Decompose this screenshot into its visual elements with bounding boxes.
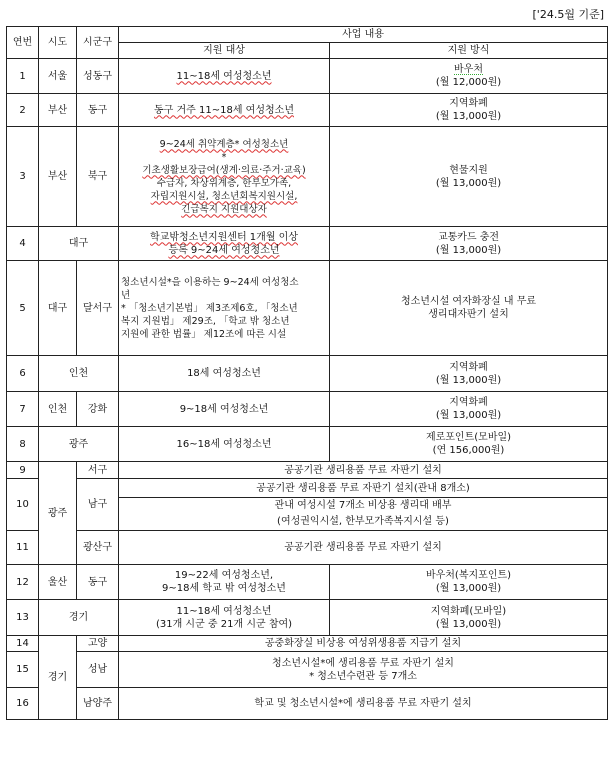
row-target: 11~18세 여성청소년 xyxy=(176,605,272,617)
row-no: 4 xyxy=(7,227,39,261)
row-method-amount: (월 13,000원) xyxy=(435,583,502,594)
table-row xyxy=(7,652,608,688)
row-no: 15 xyxy=(7,652,39,688)
row-city: 인천 xyxy=(39,392,77,427)
row-no: 6 xyxy=(7,356,39,392)
row-target: (31개 시군 중 21개 시군 참여) xyxy=(155,618,293,630)
table-row xyxy=(7,565,608,600)
row-target: 11~18세 여성청소년 xyxy=(176,70,272,82)
row-content: 청소년시설*에 생리용품 무료 자판기 설치 xyxy=(272,657,454,669)
row-content: 공공기관 생리용품 무료 자판기 설치(관내 8개소) xyxy=(119,480,607,498)
row-method: 교통카드 충전 xyxy=(437,231,500,243)
table-row xyxy=(7,479,608,531)
row-target-note-mark: * xyxy=(221,151,227,163)
table-row xyxy=(7,688,608,720)
row-no: 1 xyxy=(7,59,39,94)
row-target: 9~24세 취약계층* 여성청소년 xyxy=(159,138,289,150)
support-table xyxy=(6,26,608,720)
row-target: 학교밖청소년지원센터 1개월 이상 xyxy=(150,231,298,243)
table-row xyxy=(7,427,608,462)
row-district: 서구 xyxy=(77,462,119,479)
row-target-note: 긴급복지 지원대상자 xyxy=(181,203,267,215)
row-method: 생리대자판기 설치 xyxy=(428,309,509,320)
row-no: 2 xyxy=(7,94,39,127)
row-target: 청소년시설*을 이용하는 9~24세 여성청소 xyxy=(121,276,299,288)
table-row xyxy=(7,600,608,636)
row-target-note: 기초생활보장급여(생계·의료·주거·교육) xyxy=(142,164,306,176)
row-city: 부산 xyxy=(39,94,77,127)
as-of-date: ['24.5월 기준] xyxy=(532,8,604,21)
table-row xyxy=(7,59,608,94)
row-target-note: 수급자, 차상위계층, 한부모가족, xyxy=(156,177,292,189)
row-district: 동구 xyxy=(77,94,119,127)
row-method-amount: (월 13,000원) xyxy=(435,244,502,256)
row-no: 9 xyxy=(7,462,39,479)
row-method-amount: (월 13,000원) xyxy=(435,177,502,189)
table-row xyxy=(7,392,608,427)
row-method-amount: (월 13,000원) xyxy=(435,374,502,386)
row-target-note: 자립지원시설, 청소년회복지원시설, xyxy=(150,190,298,202)
row-no: 8 xyxy=(7,427,39,462)
row-city: 서울 xyxy=(39,59,77,94)
row-city: 대구 xyxy=(39,227,119,261)
header-method: 지원 방식 xyxy=(330,43,608,59)
row-district: 달서구 xyxy=(77,261,119,356)
row-city: 광주 xyxy=(39,427,119,462)
header-no: 연번 xyxy=(7,27,39,59)
row-content: 공공기관 생리용품 무료 자판기 설치 xyxy=(119,531,608,565)
table-row xyxy=(7,636,608,652)
row-no: 7 xyxy=(7,392,39,427)
table-row xyxy=(7,127,608,227)
row-no: 12 xyxy=(7,565,39,600)
row-target-note: 지원에 관한 법률」 제12조에 따른 시설 xyxy=(121,328,287,340)
row-method: 지역화폐(모바일) xyxy=(430,605,507,617)
row-no: 11 xyxy=(7,531,39,565)
row-no: 5 xyxy=(7,261,39,356)
table-row xyxy=(7,94,608,127)
row-no: 3 xyxy=(7,127,39,227)
row-target: 9~18세 학교 밖 여성청소년 xyxy=(162,583,286,594)
row-target: 등록 9~24세 여성청소년 xyxy=(168,244,280,256)
header-district: 시군구 xyxy=(77,27,119,59)
row-method: 바우처(복지포인트) xyxy=(425,570,512,581)
row-target: 년 xyxy=(121,289,131,301)
row-method: 지역화폐 xyxy=(449,98,488,109)
row-method: 지역화폐 xyxy=(449,397,488,408)
row-district: 남구 xyxy=(77,479,119,531)
row-target-note: 복지 지원법」 제29조, 「학교 밖 청소년 xyxy=(121,315,290,327)
row-district: 북구 xyxy=(77,127,119,227)
row-city: 경기 xyxy=(39,600,119,636)
row-city: 울산 xyxy=(39,565,77,600)
row-method-amount: (월 12,000원) xyxy=(435,77,502,88)
header-business: 사업 내용 xyxy=(119,27,608,43)
row-method: 지역화폐 xyxy=(449,361,488,373)
row-method: 청소년시설 여자화장실 내 무료 xyxy=(400,296,537,307)
row-method-amount: (연 156,000원) xyxy=(432,445,505,456)
row-method-amount: (월 13,000원) xyxy=(435,410,502,421)
row-city: 대구 xyxy=(39,261,77,356)
row-method-amount: (월 13,000원) xyxy=(435,111,502,122)
row-city: 경기 xyxy=(39,636,77,720)
table-row xyxy=(7,261,608,356)
row-district: 성남 xyxy=(77,652,119,688)
row-content-note: * 청소년수련관 등 7개소 xyxy=(309,670,417,682)
table-row xyxy=(7,531,608,565)
row-target: 18세 여성청소년 xyxy=(119,356,330,392)
row-target-note: * 「청소년기본법」 제3조제6호, 「청소년 xyxy=(121,302,298,314)
row-target: 9~18세 여성청소년 xyxy=(119,392,330,427)
row-content: 관내 여성시설 7개소 비상용 생리대 배부 xyxy=(274,499,452,511)
row-no: 13 xyxy=(7,600,39,636)
row-method: 바우처 xyxy=(454,64,483,75)
header-target: 지원 대상 xyxy=(119,43,330,59)
row-target: 동구 거주 11~18세 여성청소년 xyxy=(154,104,294,116)
row-district: 성동구 xyxy=(77,59,119,94)
row-district: 광산구 xyxy=(77,531,119,565)
row-content: 학교 및 청소년시설*에 생리용품 무료 자판기 설치 xyxy=(119,688,608,720)
row-content: (여성권익시설, 한부모가족복지시설 등) xyxy=(277,515,449,527)
table-row xyxy=(7,227,608,261)
row-district: 동구 xyxy=(77,565,119,600)
row-target: 19~22세 여성청소년, xyxy=(174,570,274,581)
row-method-amount: (월 13,000원) xyxy=(435,618,502,630)
header-city: 시도 xyxy=(39,27,77,59)
table-row xyxy=(7,462,608,479)
row-method: 현물지원 xyxy=(449,164,488,176)
table-row xyxy=(7,356,608,392)
row-content: 공중화장실 비상용 여성위생용품 지급기 설치 xyxy=(119,636,608,652)
row-method: 제로포인트(모바일) xyxy=(425,432,512,443)
row-no: 10 xyxy=(7,479,39,531)
row-target: 16~18세 여성청소년 xyxy=(119,427,330,462)
row-city: 광주 xyxy=(39,462,77,565)
row-city: 부산 xyxy=(39,127,77,227)
row-no: 16 xyxy=(7,688,39,720)
row-content: 공공기관 생리용품 무료 자판기 설치 xyxy=(119,462,608,479)
row-city: 인천 xyxy=(39,356,119,392)
row-district: 강화 xyxy=(77,392,119,427)
row-no: 14 xyxy=(7,636,39,652)
row-district: 고양 xyxy=(77,636,119,652)
row-district: 남양주 xyxy=(77,688,119,720)
